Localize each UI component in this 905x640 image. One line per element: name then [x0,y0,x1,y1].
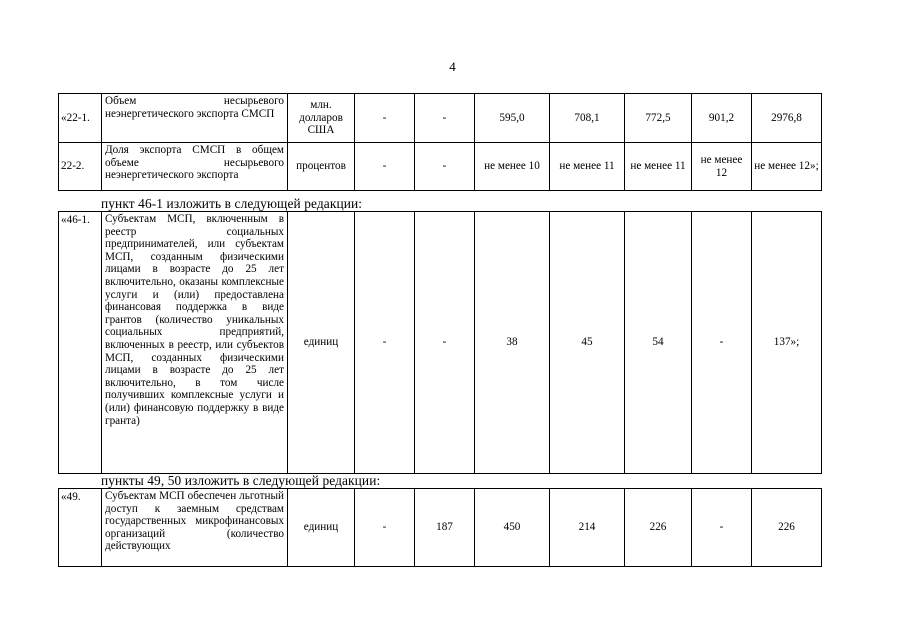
value-cell: не менее 11 [550,143,625,191]
value-cell: 772,5 [625,94,692,143]
page-number: 4 [449,59,456,74]
value-cell: 708,1 [550,94,625,143]
indicator-description: Субъектам МСП, включенным в реестр социальных предпринимателей, или субъектам МСП, созданным физическими лицами в возрасте до 25 лет включительно, оказаны комплексные услуги и (или) предоставлена финансовая поддержка в виде грантов (количество уникальных социальных предприятий, включенных в реестр, или субъектов МСП, созданных физическими лицами в возрасте до 25 лет включительно, в том числе получивших комплексные услуги и (или) финансовую поддержку в виде гранта) [102,212,288,474]
value-cell: не менее 12»; [752,143,822,191]
row-number: «22-1. [59,94,102,143]
amendment-instruction: пункты 49, 50 изложить в следующей редакции: [101,473,381,488]
table-row [59,489,822,567]
value-cell: 226 [625,489,692,567]
value-cell: 38 [475,212,550,474]
indicator-description: Субъектам МСП обеспечен льготный доступ к заемным средствам государственных микрофинансовых организаций (количество действующих [102,489,288,567]
value-cell: - [415,143,475,191]
unit-cell: единиц [288,212,355,474]
value-cell: 137»; [752,212,822,474]
value-cell: 187 [415,489,475,567]
value-cell: - [355,489,415,567]
value-cell: - [692,489,752,567]
value-cell: 45 [550,212,625,474]
value-cell: 2976,8 [752,94,822,143]
value-cell: - [415,94,475,143]
table-row [59,94,822,143]
value-cell: 450 [475,489,550,567]
unit-cell: процентов [288,143,355,191]
value-cell: - [415,212,475,474]
unit-cell: единиц [288,489,355,567]
indicator-description: Объем несырьевого неэнергетического экспорта СМСП [102,94,288,143]
value-cell: не менее 11 [625,143,692,191]
value-cell: - [355,143,415,191]
value-cell: 54 [625,212,692,474]
indicators-table-49 [58,488,822,567]
value-cell: 214 [550,489,625,567]
value-cell: - [692,212,752,474]
row-number: 22-2. [59,143,102,191]
amendment-instruction: пункт 46-1 изложить в следующей редакции: [101,196,363,211]
value-cell: - [355,94,415,143]
indicators-table-top [58,93,822,191]
value-cell: не менее 12 [692,143,752,191]
value-cell: 226 [752,489,822,567]
value-cell: - [355,212,415,474]
indicators-table-46-1 [58,211,822,474]
value-cell: 595,0 [475,94,550,143]
table-row [59,143,822,191]
indicator-description: Доля экспорта СМСП в общем объеме несырьевого неэнергетического экспорта [102,143,288,191]
row-number: «46-1. [59,212,102,474]
value-cell: 901,2 [692,94,752,143]
unit-cell: млн. долларов США [288,94,355,143]
row-number: «49. [59,489,102,567]
table-row [59,212,822,474]
value-cell: не менее 10 [475,143,550,191]
